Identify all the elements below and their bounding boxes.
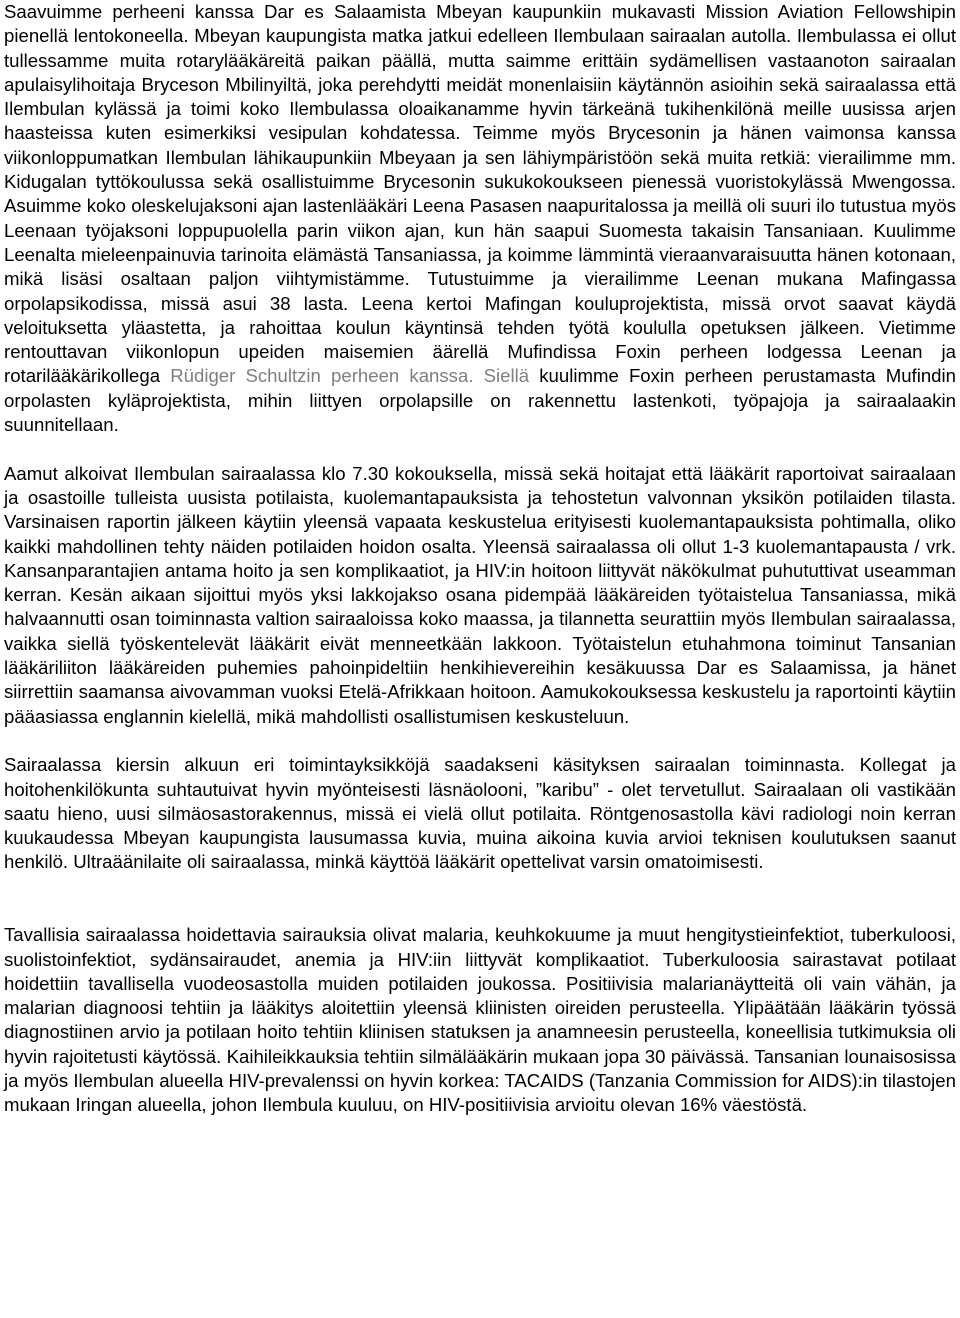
document-page: [4, 0, 956, 1118]
paragraph-arrival: [4, 0, 956, 437]
paragraph-hospital-units: Sairaalassa kiersin alkuun eri toimintayksikköjä saadakseni käsityksen sairaalan toiminnasta. Kollegat ja hoitohenkilökunta suhtautuivat hyvin myönteisesti läsnäolooni, ”karibu” - olet tervetullut. Sairaalaan oli vastikään saatu hieno, uusi silmäosastorakennus, missä ei vielä ollut potilaita. Röntgenosastolla kävi radiologi noin kerran kuukaudessa Mbeyan kaupungista lausumassa kuvia, muina aikoina kuvia arvioi teknisen koulutuksen saanut henkilö. Ultraäänilaite oli sairaalassa, minkä käyttöä lääkärit opettelivat varsin omatoimisesti.: [4, 754, 956, 873]
paragraph-arrival-text-a: Saavuimme perheeni kanssa Dar es Salaamista Mbeyan kaupunkiin mukavasti Mission Aviation Fellowshipin pienellä lentokoneella. Mbeyan kaupungista matka jatkui edelleen Ilembulaan sairaalan autolla. Ilembulassa ei ollut tullessamme muita rotarylääkäreitä paikan päällä, mutta saimme erittäin sydämellisen vastaanoton sairaalan apulaisylihoitaja Bryceson Mbilinyiltä, joka perehdytti meidät monenlaisiin käytännön asioihin sekä sairaalassa että Ilembulan kylässä ja toimi koko Ilembulassa oloaikanamme hyvin tärkeänä tukihenkilönä meille uusissa arjen haasteissa kuten esimerkiksi vesipulan kohdatessa. Teimme myös Brycesonin ja hänen vaimonsa kanssa viikonloppumatkan Ilembulan lähikaupunkiin Mbeyaan ja sen lähiympäristöön sekä muita retkiä: vierailimme mm. Kidugalan tyttökoulussa sekä osallistuimme Brycesonin sukukokoukseen pienessä vuoristokylässä Mwengossa. Asuimme koko oleskelujaksoni ajan lastenlääkäri Leena Pasasen naapuritalossa ja meillä oli suuri ilo tutustua myös Leenaan työjaksoni loppupuolella parin viikon ajan, kun hän saapui Suomesta takaisin Tansaniaan. Kuulimme Leenalta mieleenpainuvia tarinoita elämästä Tansaniassa, ja koimme lämmintä vieraanvaraisuutta hänen kotonaan, mikä lisäsi osaltaan paljon viihtymistämme. Tutustuimme ja vierailimme Leenan mukana Mafingassa orpolapsikodissa, missä asui 38 lasta. Leena kertoi Mafingan kouluprojektista, missä orvot saavat käydä veloituksetta yläastetta, ja rahoittaa koulun käyntinsä tehden työtä koululla opetuksen jälkeen. Vietimme rentouttavan viikonlopun upeiden maisemien äärellä Mufindissa Foxin perheen lodgessa Leenan ja rotarilääkärikollega: [4, 1, 956, 387]
paragraph-arrival-text-b: kuulimme Foxin perheen perustamasta Mufindin orpolasten kyläprojektista, mihin liittyen orpolapsille on rakennettu lastenkoti, työpajoja ja sairaalaakin suunnitellaan.: [4, 365, 956, 436]
paragraph-arrival-gray-text: Rüdiger Schultzin perheen kanssa. Siellä: [170, 365, 530, 387]
paragraph-morning-meetings: Aamut alkoivat Ilembulan sairaalassa klo 7.30 kokouksella, missä sekä hoitajat että lääkärit raportoivat sairaalaan ja osastoille tulleista uusista potilaista, kuolemantapauksista ja tehostetun valvonnan yksikön potilaiden tilasta. Varsinaisen raportin jälkeen käytiin yleensä vapaata keskustelua erityisesti kuolemantapauksista pohtimalla, oliko kaikki mahdollinen tehty näiden potilaiden hoidon osalta. Yleensä sairaalassa oli ollut 1-3 kuolemantapausta / vrk. Kansanparantajien antama hoito ja sen komplikaatiot, ja HIV:in hoitoon liittyvät näkökulmat puhututtivat useamman kerran. Kesän aikaan sijoittui myös yksi lakkojakso osana pidempää lääkäreiden työtaistelua Tansaniassa, mikä halvaannutti osan toiminnasta valtion sairaaloissa koko maassa, ja tilannetta seurattiin myös Ilembulan sairaalassa, vaikka siellä työskentelevät lääkärit eivät menneetkään lakkoon. Työtaistelun etuhahmona toiminut Tansanian lääkäriliiton lääkäreiden puhemies pahoinpideltiin henkihievereihin kesäkuussa Dar es Salaamissa, ja hänet siirrettiin saamansa aivovamman vuoksi Etelä-Afrikkaan hoitoon. Aamukokouksessa keskustelu ja raportointi käytiin pääasiassa englannin kielellä, mikä mahdollisti osallistumisen keskusteluun.: [4, 462, 956, 727]
paragraph-common-diseases: Tavallisia sairaalassa hoidettavia sairauksia olivat malaria, keuhkokuume ja muut hengitystieinfektiot, tuberkuloosi, suolistoinfektiot, sydänsairaudet, anemia ja HIV:iin liittyvät komplikaatiot. Tuberkuloosia sairastavat potilaat hoidettiin tavallisella vuodeosastolla muiden potilaiden joukossa. Positiivisia malarianäytteitä oli vain vähän, ja malarian diagnoosi tehtiin ja lääkitys aloitettiin yleensä kliinisten oireiden perusteella. Ylipäätään lääkärin työssä diagnostiinen arvio ja potilaan hoito tehtiin kliinisen statuksen ja anamneesin perusteella, koneellisia tutkimuksia oli hyvin rajoitetusti käytössä. Kaihileikkauksia tehtiin silmälääkärin mukaan jopa 30 päivässä. Tansanian lounaisosissa ja myös Ilembulan alueella HIV-prevalenssi on hyvin korkea: TACAIDS (Tanzania Commission for AIDS):in tilastojen mukaan Iringan alueella, johon Ilembula kuuluu, on HIV-positiivisia arvioitu olevan 16% väestöstä.: [4, 924, 956, 1116]
